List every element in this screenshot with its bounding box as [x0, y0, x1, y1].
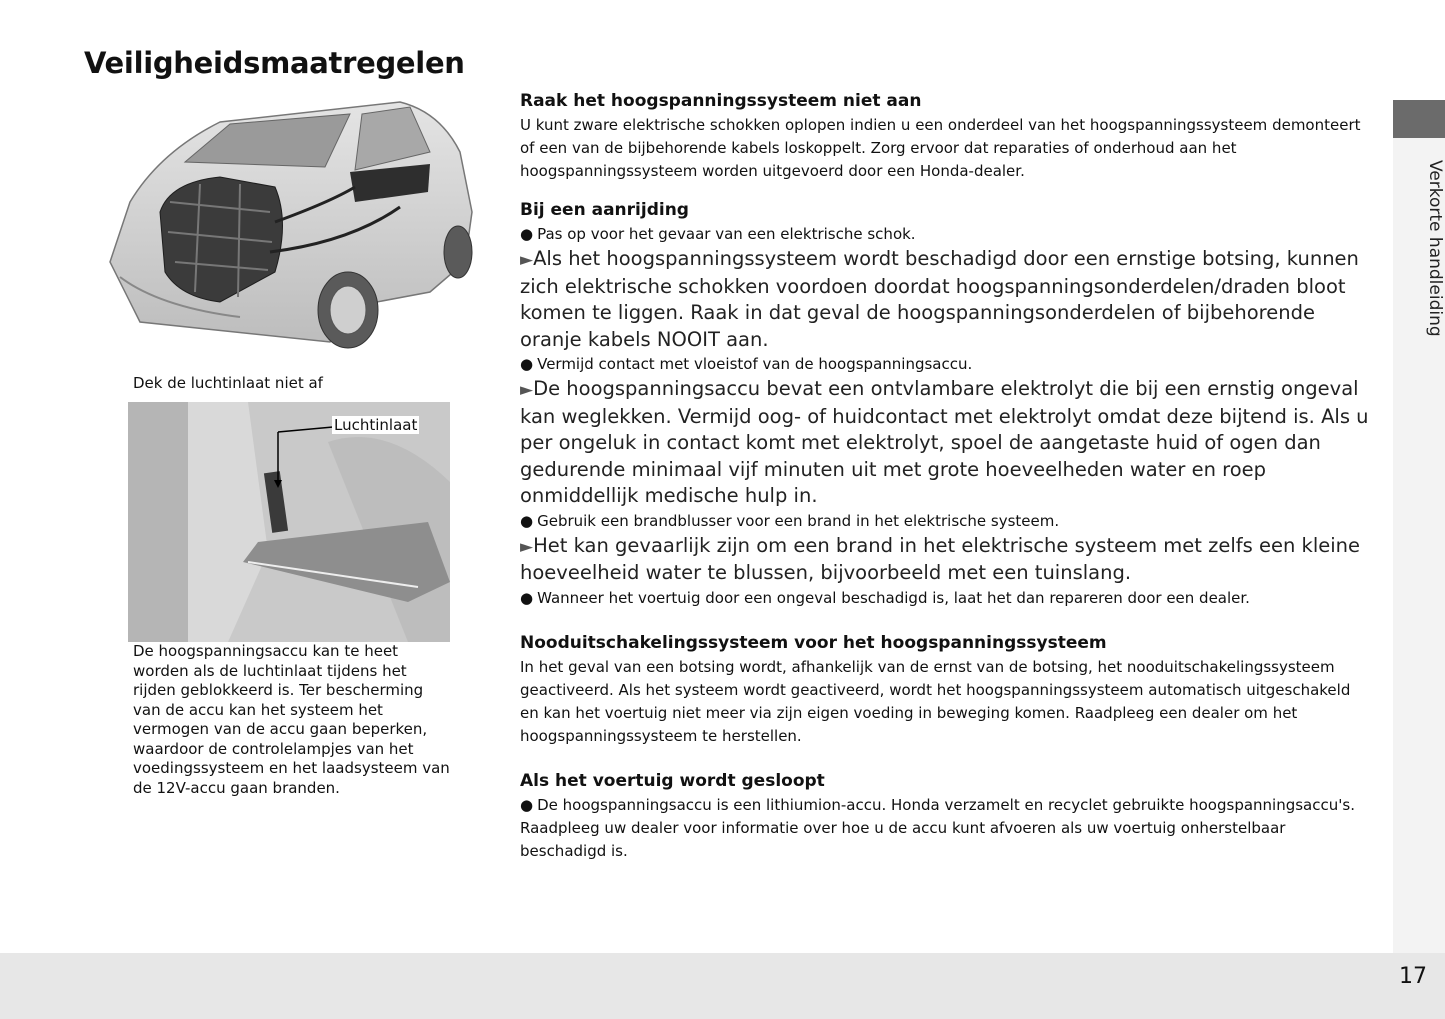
arrow-icon: ► [520, 380, 534, 400]
air-inlet-callout: Luchtinlaat [334, 416, 418, 434]
bullet-item: ● Wanneer het voertuig door een ongeval beschadigd is, laat het dan repareren door een dealer. [520, 588, 1250, 607]
section-heading: Bij een aanrijding [520, 200, 689, 220]
section-heading: Raak het hoogspanningssysteem niet aan [520, 91, 922, 111]
section-body: U kunt zware elektrische schokken oplopen indien u een onderdeel van het hoogspanningssysteem demonteert of een van de bijbehorende kabels loskoppelt. Zorg ervoor dat reparaties of onderhoud aan het hoogspanningssysteem worden uitgevoerd door een Honda-dealer. [520, 116, 1361, 180]
bullet-icon: ● [520, 355, 534, 373]
air-inlet-caption: Dek de luchtinlaat niet af [133, 374, 323, 392]
bullet-item: ● Pas op voor het gevaar van een elektrische schok. [520, 225, 916, 243]
section-scrapping [520, 770, 1370, 863]
section-emergency-shutdown [520, 632, 1370, 748]
section-collision [520, 199, 1370, 610]
chapter-tab-label: Verkorte handleiding [1425, 159, 1445, 337]
battery-heat-caption: De hoogspanningsaccu kan te heet worden als de luchtinlaat tijdens het rijden geblokkeerd is. Ter bescherming van de accu kan het systeem het vermogen van de accu gaan beperken, waardoor de controlelampjes van het voedingssysteem en het laadsysteem van de 12V-accu gaan branden. [133, 642, 450, 797]
bullet-icon: ● [520, 225, 534, 243]
section-heading: Nooduitschakelingssysteem voor het hoogspanningssysteem [520, 632, 1107, 653]
arrow-icon: ► [520, 250, 534, 270]
footer-bar [0, 953, 1445, 1019]
bullet-item: ● De hoogspanningsaccu is een lithiumion-accu. Honda verzamelt en recyclet gebruikte hoogspanningsaccu's. Raadpleeg uw dealer voor informatie over hoe u de accu kunt afvoeren als uw voertuig onherstelbaar beschadigd is. [520, 795, 1355, 860]
main-content [520, 90, 1370, 879]
car-illustration [100, 92, 476, 354]
bullet-icon: ● [520, 588, 534, 607]
bullet-item: ● Vermijd contact met vloeistof van de hoogspanningsaccu. [520, 355, 973, 373]
note-item: ►De hoogspanningsaccu bevat een ontvlambare elektrolyt die bij een ernstig ongeval kan weglekken. Vermijd oog- of huidcontact met elektrolyt omdat deze bijtend is. Als u per ongeluk in contact komt met elektrolyt, spoel de aangetaste huid of ogen dan gedurende minimaal vijf minuten uit met grote hoeveelheden water en roep onmiddellijk medische hulp in. [520, 377, 1369, 507]
page-title: Veiligheidsmaatregelen [84, 46, 465, 80]
note-item: ►Als het hoogspanningssysteem wordt beschadigd door een ernstige botsing, kunnen zich elektrische schokken voordoen doordat hoogspanningsonderdelen/draden bloot komen te liggen. Raak in dat geval de hoogspanningsonderdelen of bijbehorende oranje kabels NOOIT aan. [520, 247, 1359, 351]
section-high-voltage [520, 90, 1370, 183]
chapter-tab[interactable] [1393, 100, 1445, 138]
cargo-area-illustration [128, 402, 450, 642]
section-body: In het geval van een botsing wordt, afhankelijk van de ernst van de botsing, het nooduitschakelingssysteem geactiveerd. Als het systeem wordt geactiveerd, wordt het hoogspanningssysteem automatisch uitgeschakeld en kan het voertuig niet meer via zijn eigen voeding in beweging komen. Raadpleeg een dealer om het hoogspanningssysteem te herstellen. [520, 657, 1351, 745]
section-heading: Als het voertuig wordt gesloopt [520, 770, 825, 791]
bullet-icon: ● [520, 795, 534, 814]
bullet-item: ● Gebruik een brandblusser voor een brand in het elektrische systeem. [520, 511, 1060, 530]
arrow-icon: ► [520, 536, 534, 557]
page-number: 17 [1399, 964, 1427, 989]
note-item: ►Het kan gevaarlijk zijn om een brand in het elektrische systeem met zelfs een kleine hoeveelheid water te blussen, bijvoorbeeld met een tuinslang. [520, 533, 1361, 584]
bullet-icon: ● [520, 511, 534, 530]
